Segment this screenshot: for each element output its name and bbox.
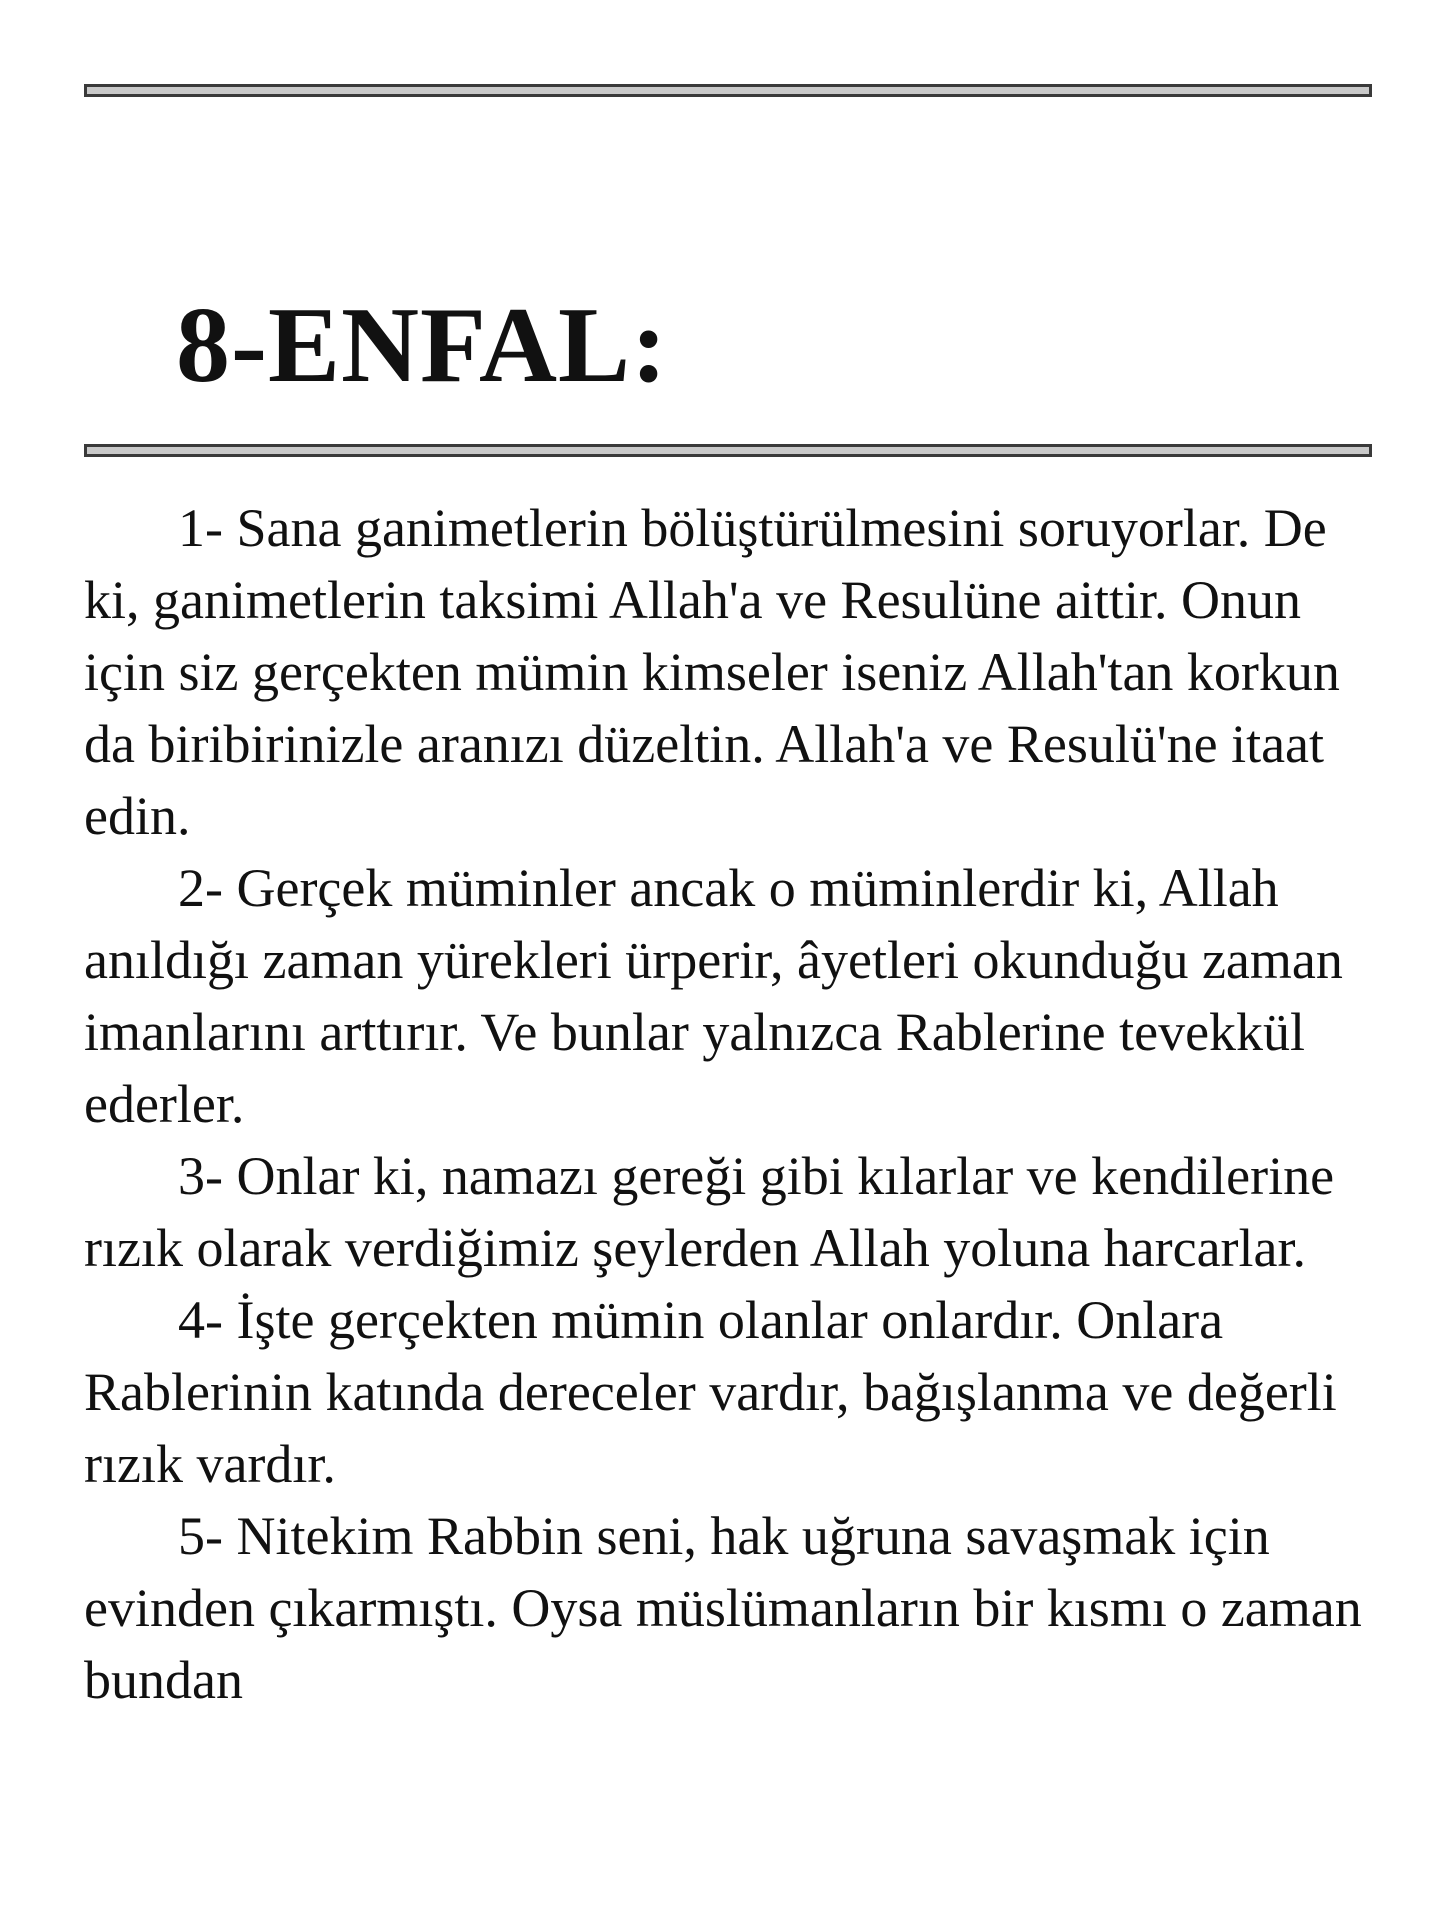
title-divider: [84, 444, 1372, 457]
top-divider: [84, 84, 1372, 97]
page-title: 8-ENFAL:: [176, 286, 668, 405]
verse-5: 5- Nitekim Rabbin seni, hak uğruna savaşmak için evinden çıkarmıştı. Oysa müslümanların bir kısmı o zaman bundan: [84, 1506, 1362, 1710]
verse-1: 1- Sana ganimetlerin bölüştürülmesini soruyorlar. De ki, ganimetlerin taksimi Allah'a ve Resulüne aittir. Onun için siz gerçekten mümin kimseler iseniz Allah'tan korkun da biribirinizle aranızı düzeltin. Allah'a ve Resulü'ne itaat edin.: [84, 498, 1340, 846]
verse-4: 4- İşte gerçekten mümin olanlar onlardır. Onlara Rablerinin katında dereceler vardır, bağışlanma ve değerli rızık vardır.: [84, 1290, 1337, 1494]
verse-3: 3- Onlar ki, namazı gereği gibi kılarlar ve kendilerine rızık olarak verdiğimiz şeylerden Allah yoluna harcarlar.: [84, 1146, 1335, 1278]
verse-list: [84, 492, 1384, 1716]
verse-2: 2- Gerçek müminler ancak o müminlerdir ki, Allah anıldığı zaman yürekleri ürperir, âyetleri okunduğu zaman imanlarını arttırır. Ve bunlar yalnızca Rablerine tevekkül ederler.: [84, 858, 1343, 1134]
